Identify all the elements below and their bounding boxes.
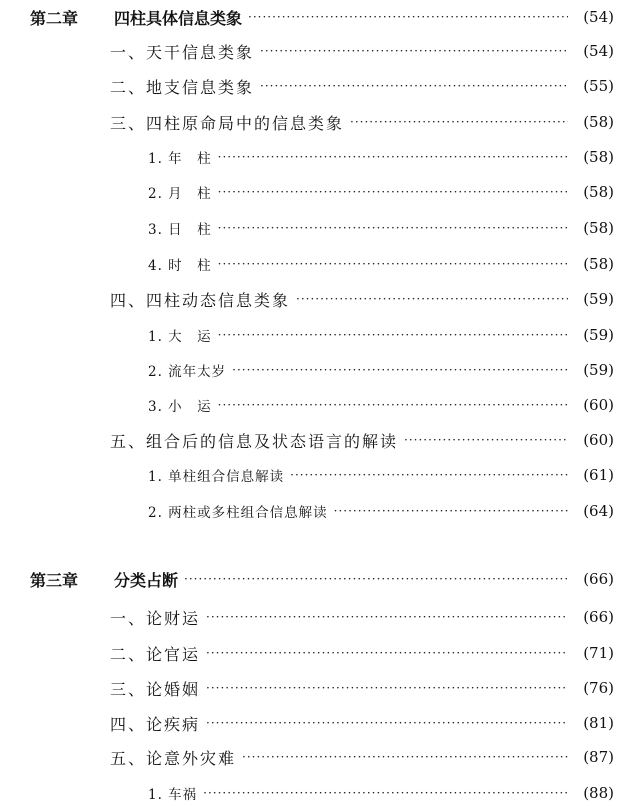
toc-entry-title: 二、论官运 <box>110 644 201 664</box>
toc-entry-label <box>0 288 290 311</box>
toc-entry-label <box>0 712 200 735</box>
page-number: (54) <box>583 8 614 26</box>
toc-subsection-row <box>0 251 640 277</box>
toc-entry-title: 三、论婚姻 <box>110 679 201 699</box>
toc-section-row <box>0 38 640 64</box>
dot-leader <box>296 292 568 306</box>
dot-leader <box>404 433 568 447</box>
toc-subsection-row <box>0 215 640 241</box>
page-number: (59) <box>583 361 614 379</box>
toc-entry-title: 1. 大 运 <box>148 329 212 345</box>
toc-subsection-row <box>0 392 640 418</box>
toc-section-row <box>0 604 640 630</box>
toc-section-row <box>0 73 640 99</box>
toc-chapter-row <box>0 566 640 592</box>
page-number: (66) <box>583 608 614 626</box>
toc-entry-title: 一、天干信息类象 <box>110 42 255 62</box>
toc-entry-title: 五、组合后的信息及状态语言的解读 <box>110 431 399 451</box>
dot-leader <box>218 185 568 199</box>
dot-leader <box>334 504 568 518</box>
toc-entry-title: 1. 单柱组合信息解读 <box>148 469 285 485</box>
dot-leader <box>206 716 568 730</box>
toc-section-row <box>0 109 640 135</box>
toc-entry-title: 1. 年 柱 <box>148 151 212 167</box>
toc-entry-label <box>0 254 212 274</box>
toc-entry-title: 3. 日 柱 <box>148 222 212 238</box>
page-number: (81) <box>583 714 614 732</box>
dot-leader <box>290 468 568 482</box>
toc-section-row <box>0 427 640 453</box>
toc-entry-label <box>0 111 344 134</box>
toc-entry-label <box>0 182 212 202</box>
toc-entry-label <box>0 606 200 629</box>
toc-entry-title: 四柱具体信息类象 <box>114 8 243 28</box>
page-number: (58) <box>583 219 614 237</box>
toc-entry-title: 2. 月 柱 <box>148 186 212 202</box>
toc-entry-label <box>0 568 178 591</box>
page-number: (87) <box>583 748 614 766</box>
toc-entry-title: 2. 流年太岁 <box>148 364 227 380</box>
dot-leader <box>242 750 568 764</box>
page-number: (60) <box>583 396 614 414</box>
toc-section-row <box>0 675 640 701</box>
toc-entry-label <box>0 642 200 665</box>
page-number: (55) <box>583 77 614 95</box>
dot-leader <box>184 572 568 586</box>
dot-leader <box>218 328 568 342</box>
dot-leader <box>260 44 568 58</box>
chapter-number: 第三章 <box>30 570 79 590</box>
toc-subsection-row <box>0 780 640 806</box>
toc-section-row <box>0 710 640 736</box>
toc-entry-label <box>0 6 242 29</box>
page-number: (61) <box>583 466 614 484</box>
dot-leader <box>232 363 568 377</box>
toc-entry-label <box>0 677 200 700</box>
page-number: (64) <box>583 502 614 520</box>
dot-leader <box>260 79 568 93</box>
page-number: (54) <box>583 42 614 60</box>
toc-entry-label <box>0 147 212 167</box>
toc-entry-title: 二、地支信息类象 <box>110 77 255 97</box>
toc-entry-label <box>0 501 328 521</box>
page-number: (58) <box>583 255 614 273</box>
toc-chapter-row <box>0 4 640 30</box>
dot-leader <box>218 398 568 412</box>
toc-subsection-row <box>0 498 640 524</box>
toc-subsection-row <box>0 179 640 205</box>
toc-entry-title: 1. 车祸 <box>148 787 198 803</box>
toc-entry-label <box>0 395 212 415</box>
toc-entry-title: 2. 两柱或多柱组合信息解读 <box>148 505 328 521</box>
dot-leader <box>206 610 568 624</box>
dot-leader <box>218 221 568 235</box>
page-number: (88) <box>583 784 614 802</box>
toc-entry-label <box>0 429 398 452</box>
page-number: (58) <box>583 183 614 201</box>
page-number: (58) <box>583 148 614 166</box>
page-number: (76) <box>583 679 614 697</box>
toc-section-row <box>0 640 640 666</box>
toc-entry-title: 3. 小 运 <box>148 399 212 415</box>
toc-subsection-row <box>0 462 640 488</box>
toc-entry-label <box>0 746 236 769</box>
toc-entry-title: 一、论财运 <box>110 608 201 628</box>
dot-leader <box>248 10 568 24</box>
toc-entry-title: 四、论疾病 <box>110 714 201 734</box>
toc-entry-label <box>0 325 212 345</box>
toc-entry-label <box>0 465 284 485</box>
dot-leader <box>203 786 568 800</box>
page-number: (58) <box>583 113 614 131</box>
toc-subsection-row <box>0 357 640 383</box>
dot-leader <box>350 115 568 129</box>
toc-entry-title: 五、论意外灾难 <box>110 748 237 768</box>
page-number: (66) <box>583 570 614 588</box>
toc-entry-title: 三、四柱原命局中的信息类象 <box>110 113 345 133</box>
toc-entry-title: 四、四柱动态信息类象 <box>110 290 291 310</box>
toc-entry-label <box>0 75 254 98</box>
toc-entry-label <box>0 40 254 63</box>
page-number: (59) <box>583 326 614 344</box>
toc-entry-label <box>0 783 197 803</box>
dot-leader <box>206 646 568 660</box>
toc-section-row <box>0 744 640 770</box>
toc-section-row <box>0 286 640 312</box>
page-number: (59) <box>583 290 614 308</box>
page-number: (71) <box>583 644 614 662</box>
toc-entry-label <box>0 218 212 238</box>
toc-entry-label <box>0 360 226 380</box>
page-number: (60) <box>583 431 614 449</box>
dot-leader <box>218 150 568 164</box>
chapter-number: 第二章 <box>30 8 79 28</box>
toc-subsection-row <box>0 144 640 170</box>
dot-leader <box>218 257 568 271</box>
dot-leader <box>206 681 568 695</box>
toc-subsection-row <box>0 322 640 348</box>
toc-entry-title: 分类占断 <box>114 570 179 590</box>
toc-entry-title: 4. 时 柱 <box>148 258 212 274</box>
